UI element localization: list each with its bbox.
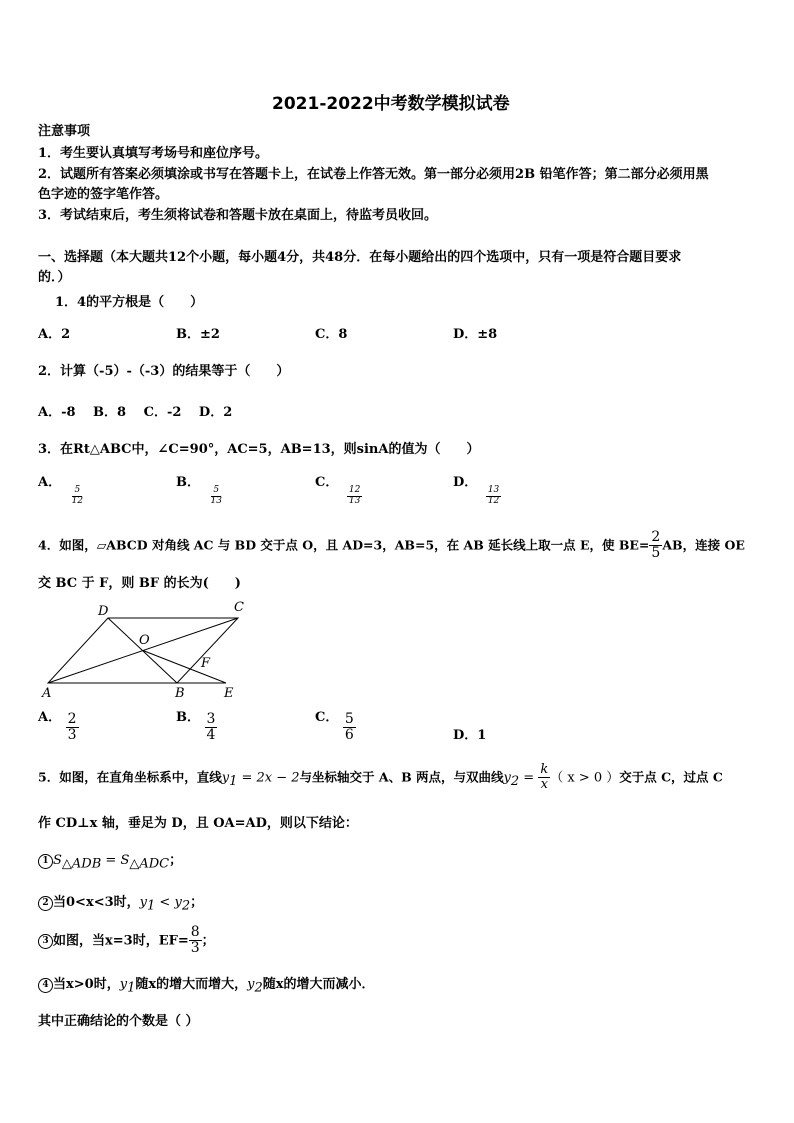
segment-oe (143, 651, 226, 684)
q5-conclusion-4: 4 当x>0时，$y_1$随x的增大而增大，$y_2$随x的增大而减小． (38, 973, 375, 996)
q3-option-a: A． $\frac{5}{12}$ (38, 475, 84, 506)
q4-fraction-c: $\frac{5}{6}$ (344, 711, 354, 744)
notes-item-1: 1．考生要认真填写考场号和座位序号。 (38, 146, 269, 161)
q3-option-c: C． $\frac{12}{13}$ (315, 475, 361, 506)
label-b: B (175, 686, 185, 700)
q3-fraction-a: $\frac{5}{12}$ (71, 485, 84, 506)
q4-stem: 4．如图，▱ABCD 对角线 AC 与 BD 交于点 O，且 AD=3，AB=5，在 AB 延长线上取一点 E，使 BE= $\frac{2}{5}$ AB，连接 OE (38, 529, 745, 562)
q3-stem: 3．在Rt△ABC中，∠C=90°，AC=5，AB=13，则sinA的值为（ ） (38, 442, 480, 457)
q3-fraction-c: $\frac{12}{13}$ (348, 485, 361, 506)
circle-number-2: 2 (38, 896, 53, 911)
q4-option-a: A． $\frac{2}{3}$ (38, 710, 77, 744)
circle-number-3: 3 (38, 934, 53, 949)
q1-stem: 1．4的平方根是（ ） (55, 295, 204, 310)
q5-conclusion-3: 3 如图，当x=3时，EF= $\frac{8}{3}$ ； (38, 925, 215, 957)
q5-ef-fraction: $\frac{8}{3}$ (190, 924, 200, 957)
q2-options: A．-8 B．8 C．-2 D．2 (38, 405, 233, 420)
q5-stem-cont: 作 CD⊥x 轴，垂足为 D，且 OA=AD，则以下结论： (38, 816, 358, 831)
notes-item-2: 2．试题所有答案必须填涂或书写在答题卡上，在试卷上作答无效。第一部分必须用2B 铅笔作答；第二部分必须用黑 (38, 167, 709, 182)
circle-number-4: 4 (38, 978, 53, 993)
q1-option-d: D．±8 (453, 327, 498, 342)
q4-fraction-a: $\frac{2}{3}$ (67, 711, 77, 744)
q1-option-a: A．2 (38, 327, 71, 342)
q1-option-b: B．±2 (176, 327, 220, 342)
section-heading: 一、选择题（本大题共12个小题，每小题4分，共48分．在每小题给出的四个选项中，只有一项是符合题目要求 (38, 250, 682, 265)
label-c: C (234, 600, 244, 615)
q5-conclusion-1: 1 $S_{\triangle ADB} = S_{\triangle ADC}$； (38, 849, 182, 872)
diagonal-bd (108, 618, 177, 683)
q4-fraction: $\frac{2}{5}$ (651, 529, 661, 562)
q4-option-b: B． $\frac{3}{4}$ (176, 710, 216, 744)
q2-stem: 2．计算（-5）-（-3）的结果等于（ ） (38, 364, 290, 379)
circle-number-1: 1 (38, 854, 53, 869)
q4-option-c: C． $\frac{5}{6}$ (315, 710, 354, 744)
parallelogram-figure (38, 598, 258, 700)
q5-stem: 5．如图，在直角坐标系中，直线$y_1 = 2x - 2$与坐标轴交于 A、B 两点，与双曲线$y_2$ = $\frac{k}{x}$ （ x > 0 ）交于点 C，过点 C (38, 762, 723, 793)
q3-option-d: D． $\frac{13}{12}$ (453, 475, 500, 506)
notes-item-3: 3．考试结束后，考生须将试卷和答题卡放在桌面上，待监考员收回。 (38, 208, 438, 223)
q4-option-d: D．1 (453, 728, 487, 743)
notes-heading: 注意事项 (38, 124, 91, 139)
q1-option-c: C．8 (315, 327, 348, 342)
q5-conclusion-2: 2 当0<x<3时，$y_1 < y_2$； (38, 891, 203, 914)
q5-k-fraction: $\frac{k}{x}$ (540, 762, 549, 793)
label-e: E (224, 686, 234, 700)
q3-fraction-d: $\frac{13}{12}$ (487, 485, 500, 506)
q3-option-b: B． $\frac{5}{13}$ (176, 475, 222, 506)
notes-item-2-cont: 色字迹的签字笔作答。 (38, 187, 169, 202)
page-title: 2021-2022中考数学模拟试卷 (272, 94, 510, 114)
q3-fraction-b: $\frac{5}{13}$ (210, 485, 222, 506)
q4-stem-cont: 交 BC 于 F，则 BF 的长为( ) (38, 576, 241, 591)
q5-question: 其中正确结论的个数是（ ） (38, 1014, 199, 1029)
label-f: F (201, 656, 211, 671)
label-o: O (139, 633, 150, 648)
q4-fraction-b: $\frac{3}{4}$ (206, 711, 216, 744)
section-heading-cont: 的．） (38, 270, 71, 285)
label-a: A (42, 686, 52, 700)
label-d: D (98, 604, 109, 619)
